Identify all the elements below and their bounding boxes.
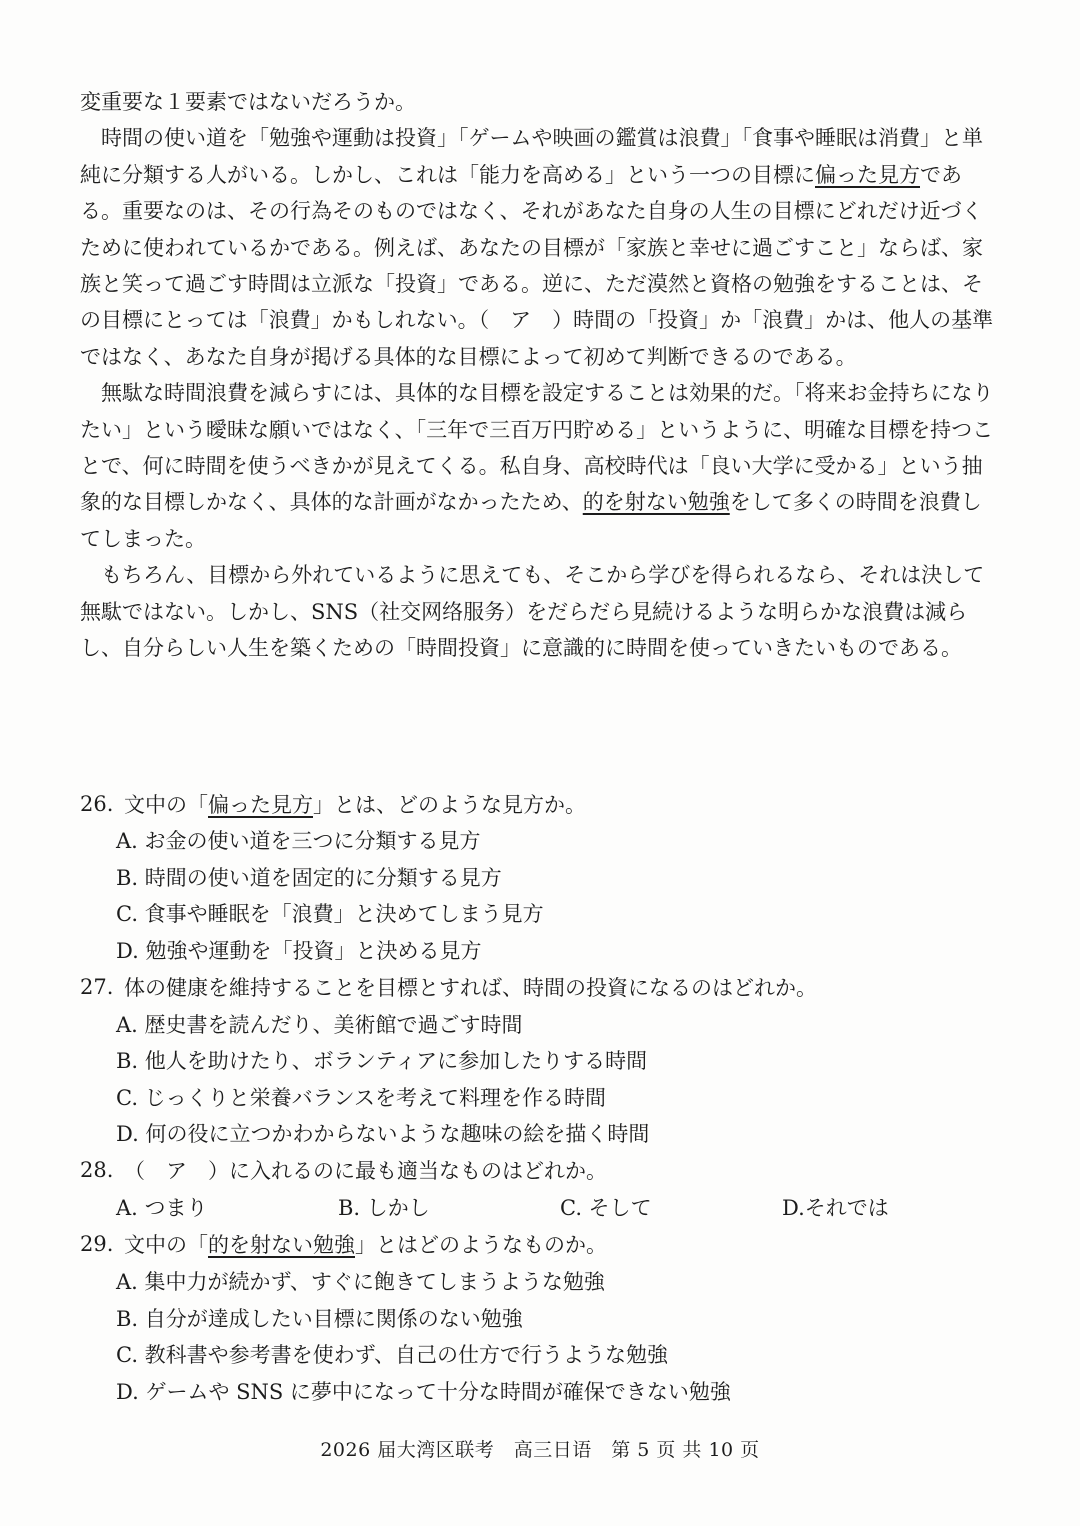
question-number: 27. [80,974,114,999]
stem-text: 」とは、どのような見方か。 [313,792,586,817]
passage-text: 無駄な時間浪費を減らすには、具体的な目標を設定することは効果的だ。「将来お金持ちになりたい」という曖昧な願いではなく、「三年で三百万円貯める」というように、明確な目標を持つことで、何に時間を使うべきかが見えてくる。私自身、高校時代は「良い大学に受かる」という抽象的な目標しかなく、具体的な計画がなかったため、 [80,381,994,515]
passage-text: 時間の使い道を「勉強や運動は投資」「ゲームや映画の鑑賞は浪費」「食事や睡眠は消費」と単純に分類する人がいる。しかし、これは「能力を高める」という一つの目標に [80,126,983,187]
passage-text: をして多くの時間を浪費してしまった。 [80,490,982,551]
stem-text: 」とはどのようなものか。 [355,1233,607,1258]
question-28 [80,1152,995,1226]
question-text [124,789,586,819]
stem-text: 文中の「 [124,1233,208,1258]
option-a: A. 歴史書を読んだり、美術館で過ごす時間 [116,1012,523,1037]
option-a: A. つまり [116,1196,208,1221]
passage-paragraph-1 [80,120,995,375]
stem-underlined: 偏った見方 [208,792,313,817]
question-text: （ ア ）に入れるのに最も適当なものはどれか。 [124,1159,607,1184]
underlined-phrase-katayotta-mikata: 偏った見方 [815,162,920,187]
option-b: B. 他人を助けたり、ボランティアに参加したりする時間 [116,1049,648,1074]
option-d: D. 勉強や運動を「投資」と決める見方 [116,939,482,964]
page-footer: 2026 届大湾区联考 高三日语 第 5 页 共 10 页 [320,1439,760,1461]
question-stem [80,1152,995,1189]
option-b: B. 自分が達成したい目標に関係のない勉強 [116,1306,523,1331]
passage-paragraph-3: もちろん、目標から外れているように思えても、そこから学びを得られるなら、それは決して無駄ではない。しかし、SNS（社交网络服务）をだらだら見続けるような明らかな浪費は減らし、自分らしい人生を築くための「時間投資」に意識的に時間を使っていきたいものである。 [80,563,985,661]
question-list [80,785,995,1409]
passage-paragraph-continued: 変重要な１要素ではないだろうか。 [80,90,416,114]
question-stem [80,785,995,822]
underlined-phrase-mato-wo-inai-benkyou: 的を射ない勉強 [582,490,730,515]
option-b: B. しかし [338,1196,430,1221]
stem-underlined: 的を射ない勉強 [208,1233,355,1258]
option-c: C. 教科書や参考書を使わず、自己の仕方で行うような勉強 [116,1343,668,1368]
passage-text: である。重要なのは、その行為そのものではなく、それがあなた自身の人生の目標にどれだけ近づくために使われているかである。例えば、あなたの目標が「家族と幸せに過ごすこと」ならば、家族と笑って過ごす時間は立派な「投資」である。逆に、ただ漠然と資格の勉強をすることは、その目標にとっては「浪費」かもしれない。（ ア ）時間の「投資」か「浪費」かは、他人の基準ではなく、あなた自身が掲げる具体的な目標によって初めて判断できるのである。 [80,162,994,369]
question-26 [80,785,995,968]
question-number: 29. [80,1232,114,1257]
question-27 [80,968,995,1151]
option-d: D.それでは [782,1196,889,1221]
option-a: A. 集中力が続かず、すぐに飽きてしまうような勉強 [116,1270,605,1295]
option-d: D. ゲームや SNS に夢中になって十分な時間が確保できない勉強 [116,1379,731,1404]
reading-passage [80,84,995,667]
option-d: D. 何の役に立つかわからないような趣味の絵を描く時間 [116,1122,650,1147]
question-stem [80,1226,995,1263]
question-text [124,1229,607,1259]
option-row [80,1189,995,1226]
question-stem [80,968,995,1005]
question-number: 28. [80,1158,114,1183]
option-c: C. そして [560,1196,652,1221]
option-b: B. 時間の使い道を固定的に分類する見方 [116,865,502,890]
passage-paragraph-2 [80,375,995,557]
question-number: 26. [80,791,114,816]
question-29 [80,1226,995,1409]
stem-text: 文中の「 [124,792,208,817]
option-c: C. 食事や睡眠を「浪費」と決めてしまう見方 [116,902,544,927]
option-a: A. お金の使い道を三つに分類する見方 [116,829,481,854]
option-c: C. じっくりと栄養バランスを考えて料理を作る時間 [116,1085,607,1110]
question-text: 体の健康を維持することを目標とすれば、時間の投資になるのはどれか。 [124,975,817,1000]
